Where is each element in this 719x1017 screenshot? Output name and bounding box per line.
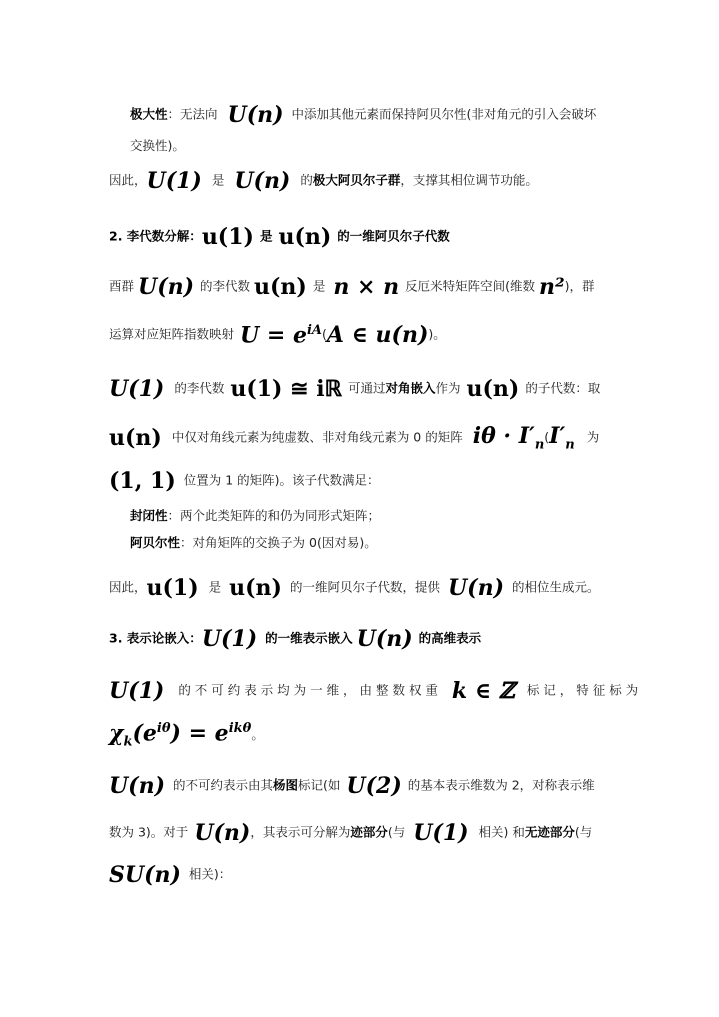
math-n-times-n: n × n [333,274,400,300]
text: 的基本表示维数为 2，对称表示维 [407,777,595,793]
term-max-abelian-subgroup: 极大阿贝尔子群 [312,172,401,188]
text: )。 [428,326,446,342]
term-diagonal-embedding: 对角嵌入 [385,380,436,396]
math-Un: U(n) [356,626,413,652]
text: 的李代数 [174,380,225,396]
math-un: u(n) [466,376,520,402]
math-un: u(n) [229,575,282,601]
math-U1: U(1) [146,168,202,194]
text: 的不可约表示由其 [173,777,274,793]
math-sub: n [565,437,575,453]
heading-text: 2. 李代数分解： [109,228,202,244]
text: 的李代数 [200,278,251,294]
text: 相关) 和 [478,824,525,840]
text: ：两个此类矩阵的和仍为同形式矩阵； [167,508,381,523]
math-part: (e [132,720,157,747]
text: 运算对应矩阵指数映射 [109,326,235,342]
math-part: U = e [240,322,307,349]
math-sub: k [123,734,133,750]
text: 作为 [435,380,461,396]
math-U1: U(1) [109,376,165,402]
text: (与 [387,824,406,840]
math-Un: U(n) [234,168,291,194]
math-exp-map [240,322,322,349]
text: 是 [312,278,326,294]
math-part: ) = e [170,720,229,747]
math-sup: iθ [156,721,171,736]
math-u1: u(1) [201,224,254,250]
text: 中添加其他元素而保持阿贝尔性(非对角元的引入会破坏 [291,106,597,122]
text: 位置为 1 的矩阵)。该子代数满足： [183,472,380,488]
paragraph-young-1 [109,775,595,797]
list-item-abelian [130,537,377,550]
math-un: u(n) [109,425,162,452]
text: 可通过 [347,380,386,396]
paragraph-lie-algebra [109,276,595,298]
paragraph-lie-algebra-cont [109,322,446,349]
math-Un: U(n) [227,102,284,128]
math-sup: ikθ [228,721,252,736]
paragraph-young-3 [109,864,231,886]
section-heading-3 [109,628,481,650]
heading-text: 是 [259,228,273,244]
section-heading-2 [109,226,450,248]
math-part: iθ · I′ [472,423,535,449]
paragraph-young-2 [109,822,592,844]
math-sup: iA [306,323,322,338]
math-Un: U(n) [109,773,165,799]
math-n-squared: n² [539,274,565,300]
paragraph-embedding-3 [109,470,380,492]
math-1-1: (1, 1) [109,468,176,494]
text: 酉群 [109,278,135,294]
paragraph-irreps-2 [109,722,264,749]
math-Un: U(n) [194,820,251,846]
text: 的一维阿贝尔子代数，提供 [289,579,440,595]
text: 交换性)。 [130,138,185,153]
paragraph-irreps-1 [109,680,638,702]
text: ，支撑其相位调节功能。 [400,172,538,188]
math-part: I′ [549,423,566,449]
math-A-in-un: A ∈ u(n) [326,322,429,349]
paragraph-maximality [130,104,596,126]
paragraph-maximality-cont [130,140,185,153]
text: 的子代数：取 [525,380,601,396]
text: 数为 3)。对于 [109,824,189,840]
text: 是 [211,172,225,188]
paragraph-embedding-2 [109,425,599,451]
text: 的 [300,172,313,188]
math-k-in-Z: k ∈ ℤ [451,678,515,704]
text: 相关)： [188,866,232,882]
text: 标记(如 [298,777,341,793]
heading-text: 的一维阿贝尔子代数 [337,228,450,244]
text: 的 不 可 约 表 示 均 为 一 维 ， 由 整 数 权 重 [178,682,438,698]
math-Un: U(n) [138,274,195,300]
math-sub: n [534,437,545,453]
math-U2: U(2) [346,773,402,799]
text: 中仅对角线元素为纯虚数、非对角线元素为 0 的矩阵 [171,429,463,445]
math-u1: u(1) [146,575,199,601]
math-un: u(n) [254,274,307,300]
text: ( [321,326,327,342]
text: (与 [574,824,593,840]
math-I-prime [549,425,575,451]
math-theta-I [473,425,545,451]
text: ，其表示可分解为 [250,824,351,840]
text: 因此， [109,172,147,188]
math-character [109,722,251,749]
text: 是 [208,579,222,595]
heading-text: 的高维表示 [418,630,482,646]
math-SUn: SU(n) [109,862,181,888]
text: ( [544,429,550,445]
paragraph-embedding-1 [109,378,600,400]
math-U1: U(1) [413,820,469,846]
text: 因此， [109,579,147,595]
paragraph-conclusion-1 [109,170,538,192]
text: 。 [251,726,264,742]
heading-text: 的一维表示嵌入 [265,630,353,646]
term-abelian: 阿贝尔性 [130,535,181,550]
term-closure: 封闭性 [130,508,168,523]
term-traceless-part: 无迹部分 [524,824,575,840]
math-U1: U(1) [109,678,165,704]
heading-text: 3. 表示论嵌入： [109,630,202,646]
text: ：无法向 [167,106,218,122]
term-maximality: 极大性 [130,106,168,122]
term-young-diagram: 杨图 [273,777,299,793]
text: ：对角矩阵的交换子为 0(因对易)。 [180,535,377,550]
text: 为 [586,429,600,445]
text: )，群 [564,278,595,294]
math-Un: U(n) [447,575,504,601]
math-u1-iso: u(1) ≅ iℝ [230,376,342,402]
math-part: χ [109,720,124,747]
math-U1: U(1) [201,626,258,652]
list-item-closure [130,510,380,523]
math-un: u(n) [278,224,332,250]
term-trace-part: 迹部分 [350,824,388,840]
text: 标 记 ， 特 征 标 为 [526,682,639,698]
paragraph-conclusion-2 [109,577,600,599]
text: 的相位生成元。 [511,579,600,595]
text: 反厄米特矩阵空间(维数 [405,278,535,294]
